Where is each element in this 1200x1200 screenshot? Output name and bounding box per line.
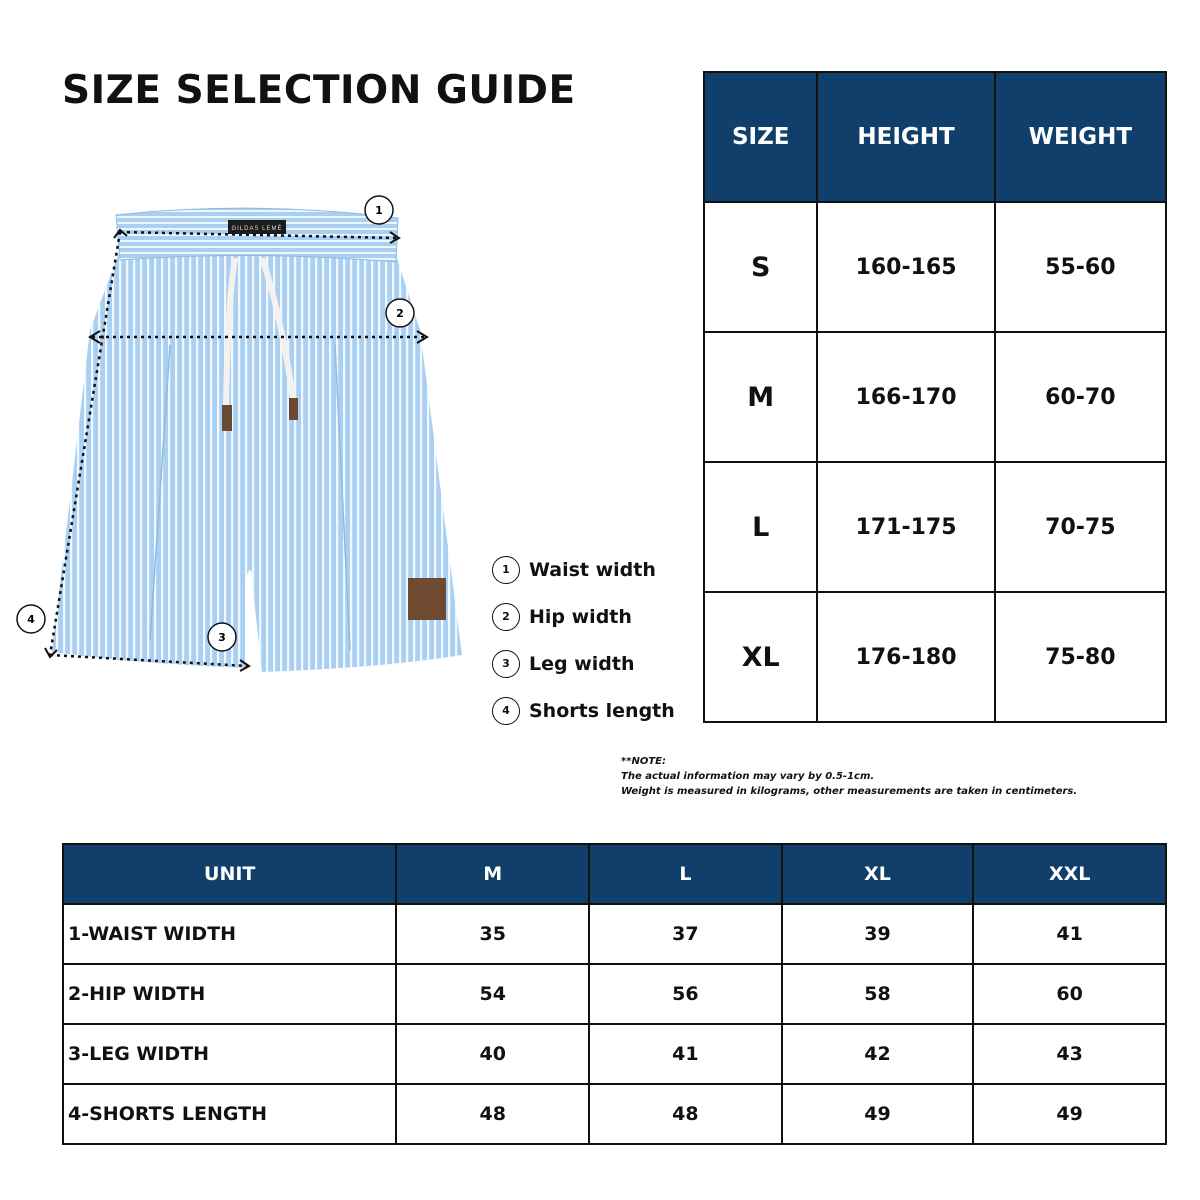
size-height-weight-table (703, 71, 1167, 723)
table-header-row (704, 72, 1166, 202)
marker-3 (208, 623, 236, 651)
table-row (704, 462, 1166, 592)
height-cell: 176-180 (817, 592, 994, 722)
row-label: 1-WAIST WIDTH (63, 904, 396, 964)
measurement-table (62, 843, 1167, 1145)
legend-number: 3 (492, 650, 520, 678)
header-l: L (589, 844, 782, 904)
row-label: 2-HIP WIDTH (63, 964, 396, 1024)
header-xxl: XXL (973, 844, 1166, 904)
measurement-legend (492, 546, 675, 734)
marker-2 (386, 299, 414, 327)
value-cell: 40 (396, 1024, 589, 1084)
value-cell: 60 (973, 964, 1166, 1024)
value-cell: 49 (973, 1084, 1166, 1144)
legend-label: Hip width (529, 605, 632, 628)
legend-label: Leg width (529, 652, 635, 675)
value-cell: 39 (782, 904, 974, 964)
note-line: The actual information may vary by 0.5-1cm. (621, 771, 875, 782)
value-cell: 48 (396, 1084, 589, 1144)
value-cell: 49 (782, 1084, 974, 1144)
marker-4 (17, 605, 45, 633)
header-m: M (396, 844, 589, 904)
svg-text:1: 1 (375, 204, 383, 217)
marker-1 (365, 196, 393, 224)
weight-cell: 55-60 (995, 202, 1166, 332)
table-row (704, 332, 1166, 462)
size-cell: L (704, 462, 817, 592)
table-row (704, 202, 1166, 332)
size-cell: XL (704, 592, 817, 722)
table-header-row (63, 844, 1166, 904)
value-cell: 58 (782, 964, 974, 1024)
value-cell: 43 (973, 1024, 1166, 1084)
header-xl: XL (782, 844, 974, 904)
value-cell: 54 (396, 964, 589, 1024)
brand-label-text: GILDAS LEMÉ (231, 226, 283, 232)
height-cell: 171-175 (817, 462, 994, 592)
table-row (63, 904, 1166, 964)
drawstring-tip-left (222, 405, 232, 431)
value-cell: 41 (589, 1024, 782, 1084)
value-cell: 48 (589, 1084, 782, 1144)
table-row (63, 964, 1166, 1024)
value-cell: 42 (782, 1024, 974, 1084)
shorts-diagram (0, 160, 480, 720)
header-unit: UNIT (63, 844, 396, 904)
leather-patch (408, 578, 446, 620)
weight-cell: 75-80 (995, 592, 1166, 722)
legend-item-hip (492, 593, 675, 640)
svg-text:2: 2 (396, 307, 404, 320)
legend-label: Shorts length (529, 699, 675, 722)
weight-cell: 70-75 (995, 462, 1166, 592)
legend-item-length (492, 687, 675, 734)
legend-number: 1 (492, 556, 520, 584)
value-cell: 35 (396, 904, 589, 964)
measurement-note (621, 754, 1077, 799)
table-row (63, 1024, 1166, 1084)
legend-item-waist (492, 546, 675, 593)
page-title: SIZE SELECTION GUIDE (62, 68, 576, 113)
height-cell: 160-165 (817, 202, 994, 332)
shorts-waistband (116, 208, 398, 262)
header-weight: WEIGHT (995, 72, 1166, 202)
svg-text:4: 4 (27, 613, 35, 626)
legend-number: 2 (492, 603, 520, 631)
weight-cell: 60-70 (995, 332, 1166, 462)
header-size: SIZE (704, 72, 817, 202)
header-height: HEIGHT (817, 72, 994, 202)
table-row (63, 1084, 1166, 1144)
row-label: 4-SHORTS LENGTH (63, 1084, 396, 1144)
drawstring-tip-right (289, 398, 298, 420)
size-cell: M (704, 332, 817, 462)
table-row (704, 592, 1166, 722)
value-cell: 56 (589, 964, 782, 1024)
row-label: 3-LEG WIDTH (63, 1024, 396, 1084)
value-cell: 37 (589, 904, 782, 964)
legend-item-leg (492, 640, 675, 687)
svg-text:3: 3 (218, 631, 226, 644)
note-line: Weight is measured in kilograms, other measurements are taken in centimeters. (621, 786, 1078, 797)
legend-number: 4 (492, 697, 520, 725)
note-heading: **NOTE: (621, 756, 666, 767)
height-cell: 166-170 (817, 332, 994, 462)
legend-label: Waist width (529, 558, 656, 581)
size-cell: S (704, 202, 817, 332)
value-cell: 41 (973, 904, 1166, 964)
